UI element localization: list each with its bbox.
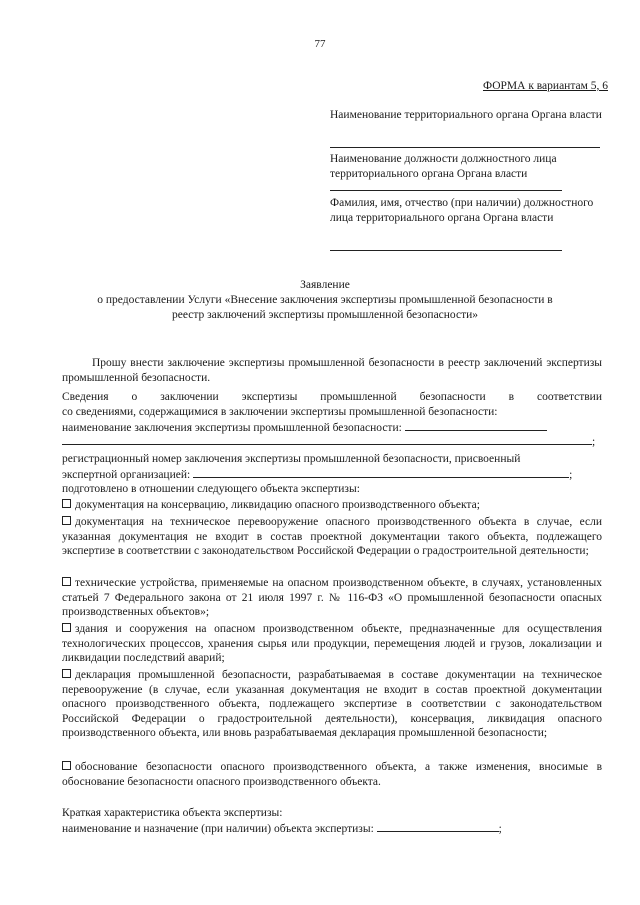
reg-number-label-2: экспертной организацией: bbox=[62, 469, 191, 481]
addressee-org-field[interactable] bbox=[330, 147, 600, 148]
checkbox-buildings[interactable] bbox=[62, 623, 71, 632]
checkbox-conservation[interactable] bbox=[62, 499, 71, 508]
option-conservation bbox=[62, 498, 602, 513]
option-technical-devices bbox=[62, 576, 602, 620]
option-re-equipment-text: документация на техническое перевооружение опасного производственного объекта в случае, если указанная документация не входит в состав проектной документации такого объекта, подлежащего экспертизе в соответствии с законодательством Российской Федерации о градостроительной деятельности; bbox=[62, 516, 602, 557]
brief-characteristic-title: Краткая характеристика объекта экспертизы: bbox=[62, 807, 283, 819]
reg-number-row: экспертной организацией: ; bbox=[62, 469, 573, 481]
addressee-position-label: Наименование должности должностного лица территориального органа Органа власти bbox=[330, 153, 557, 180]
addressee-org-label: Наименование территориального органа Органа власти bbox=[330, 109, 602, 121]
info-intro-line-1: Сведения о заключении экспертизы промышленной безопасности в соответствии bbox=[62, 391, 602, 403]
option-technical-devices-text: технические устройства, применяемые на опасном производственном объекте, в случаях, установленных статьей 7 Федерального закона от 21 июля 1997 г. № 116-ФЗ «О промышленной безопасности опасных производственных объектов»; bbox=[62, 577, 602, 618]
option-safety-justification-text: обоснование безопасности опасного производственного объекта, а также изменения, вносимые в обоснование безопасности опасного производственного объекта. bbox=[62, 761, 602, 788]
form-reference: ФОРМА к вариантам 5, 6 bbox=[482, 80, 608, 92]
brief-name-field[interactable] bbox=[377, 821, 499, 832]
request-paragraph: Прошу внести заключение экспертизы промышленной безопасности в реестр заключений экспертизы промышленной безопасности. bbox=[62, 357, 602, 384]
option-safety-justification bbox=[62, 760, 602, 789]
application-title bbox=[40, 278, 610, 323]
addressee-position-field[interactable] bbox=[330, 190, 562, 191]
option-conservation-text: документация на консервацию, ликвидацию опасного производственного объекта; bbox=[75, 499, 480, 511]
brief-name-label: наименование и назначение (при наличии) объекта экспертизы: bbox=[62, 823, 374, 835]
title-line-1: Заявление bbox=[300, 279, 350, 291]
conclusion-name-continuation: ; bbox=[62, 434, 602, 450]
checkbox-technical-devices[interactable] bbox=[62, 577, 71, 586]
option-declaration-text: декларация промышленной безопасности, разрабатываемая в составе документации на техническое перевооружение (в случае, если указанная документация не входит в состав проектной документации опасного производственного объекта, подлежащего экспертизе в соответствии с законодательством Российской Федерации о градостроительной деятельности), консервация, ликвидация опасного производственного объекта, или вновь разрабатываемая декларация промышленной безопасности; bbox=[62, 669, 602, 739]
brief-name-row: наименование и назначение (при наличии) объекта экспертизы: ; bbox=[62, 823, 502, 835]
page-number: 77 bbox=[314, 38, 326, 50]
title-line-2: о предоставлении Услуги «Внесение заключения экспертизы промышленной безопасности в bbox=[97, 294, 553, 306]
addressee-name-label: Фамилия, имя, отчество (при наличии) должностного лица территориального органа Органа власти bbox=[330, 197, 594, 224]
conclusion-name-field[interactable] bbox=[405, 420, 547, 431]
option-re-equipment bbox=[62, 515, 602, 559]
conclusion-name-field-2[interactable] bbox=[62, 434, 592, 445]
option-declaration bbox=[62, 668, 602, 741]
option-buildings bbox=[62, 622, 602, 666]
prepared-for-label: подготовлено в отношении следующего объекта экспертизы: bbox=[62, 483, 360, 495]
reg-number-label-1: регистрационный номер заключения экспертизы промышленной безопасности, присвоенный bbox=[62, 453, 521, 465]
option-buildings-text: здания и сооружения на опасном производственном объекте, предназначенные для осуществления технологических процессов, хранения сырья или продукции, перемещения людей и грузов, локализации и ликвидации последствий аварий; bbox=[62, 623, 602, 664]
addressee-name-field[interactable] bbox=[330, 250, 562, 251]
conclusion-name-label: наименование заключения экспертизы промышленной безопасности: bbox=[62, 422, 402, 434]
checkbox-safety-justification[interactable] bbox=[62, 761, 71, 770]
info-intro-line-2: со сведениями, содержащимися в заключении экспертизы промышленной безопасности: bbox=[62, 406, 498, 418]
title-line-3: реестр заключений экспертизы промышленной безопасности» bbox=[172, 309, 478, 321]
reg-number-field[interactable] bbox=[193, 467, 569, 478]
checkbox-declaration[interactable] bbox=[62, 669, 71, 678]
checkbox-re-equipment[interactable] bbox=[62, 516, 71, 525]
